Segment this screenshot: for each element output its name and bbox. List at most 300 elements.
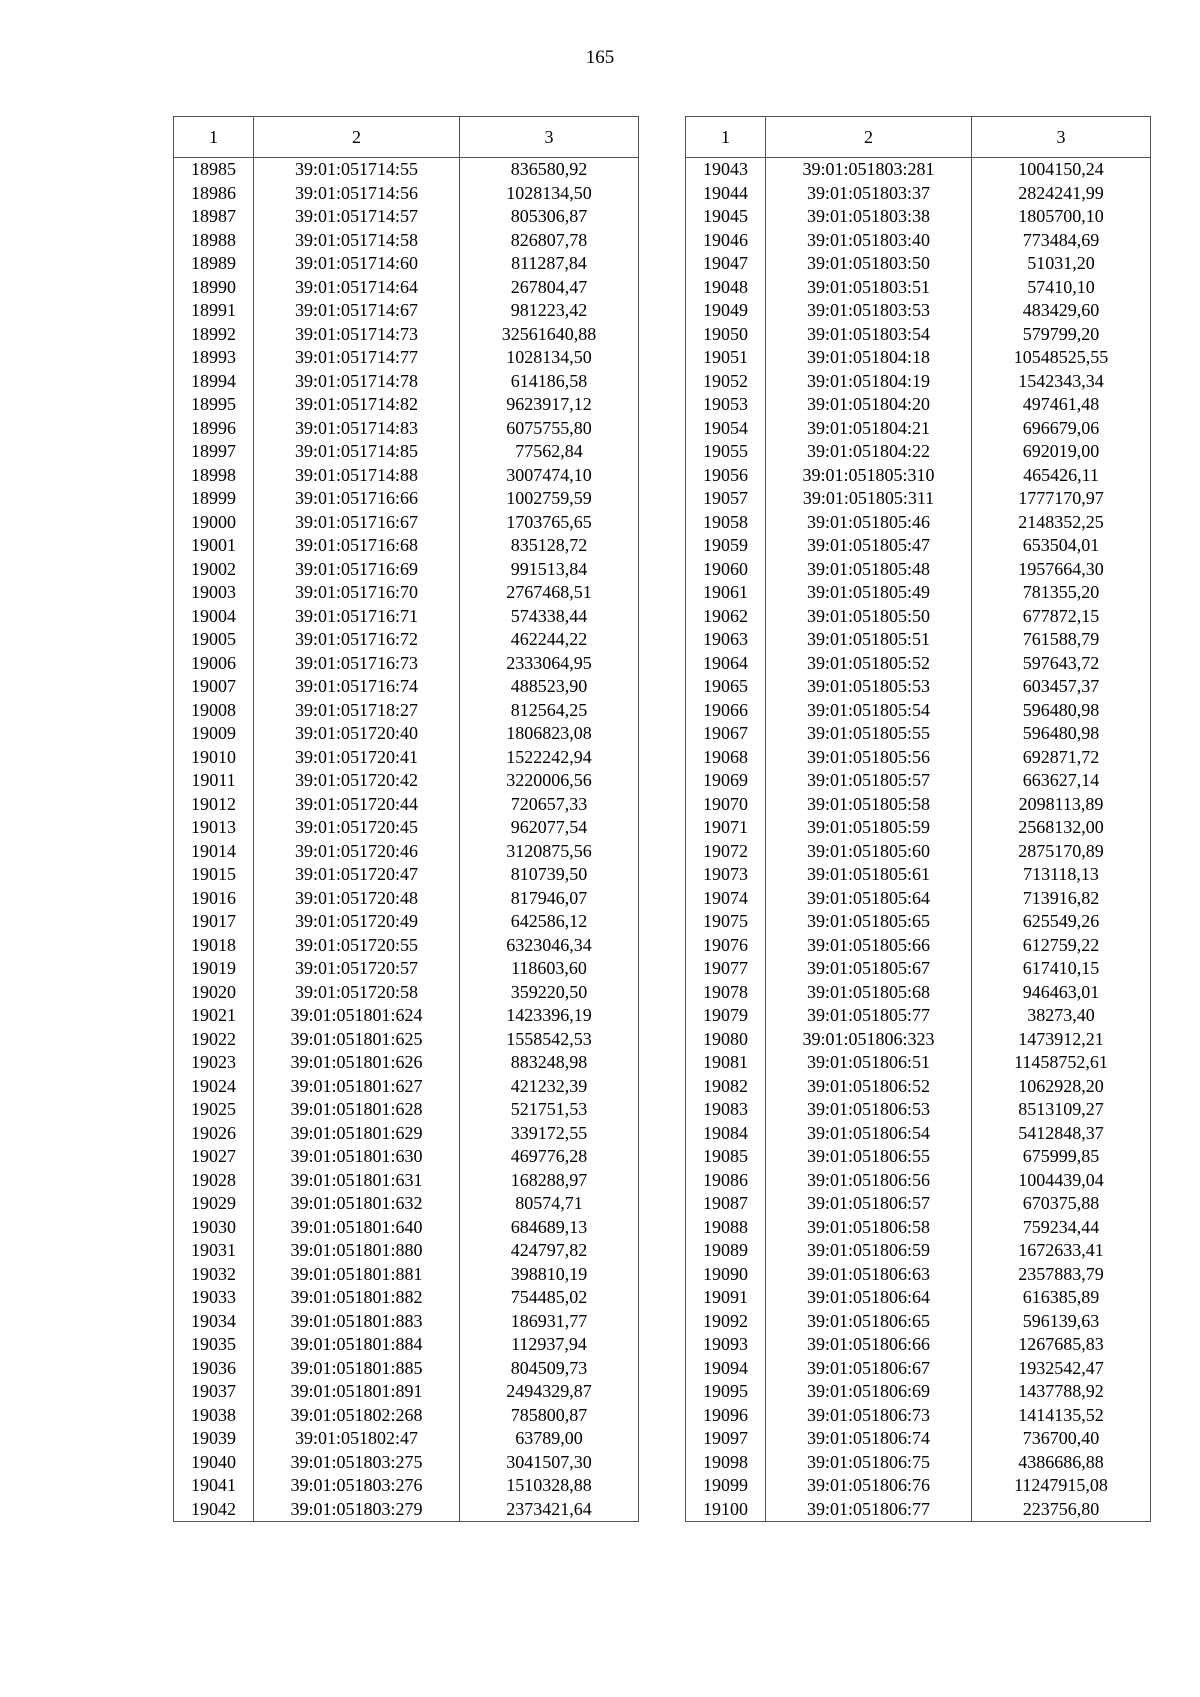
value-cell: 2357883,79: [972, 1263, 1151, 1287]
cadastral-number-cell: 39:01:051802:268: [254, 1404, 460, 1428]
row-number-cell: 19017: [174, 910, 254, 934]
table-row: [686, 1380, 1151, 1404]
table-row: [174, 887, 639, 911]
table-row: [174, 840, 639, 864]
cadastral-number-cell: 39:01:051806:54: [766, 1122, 972, 1146]
table-header-row: [174, 117, 639, 158]
cadastral-number-cell: 39:01:051805:61: [766, 863, 972, 887]
table-row: [686, 1145, 1151, 1169]
row-number-cell: 18988: [174, 229, 254, 253]
table-row: [686, 581, 1151, 605]
value-cell: 625549,26: [972, 910, 1151, 934]
row-number-cell: 18992: [174, 323, 254, 347]
value-cell: 962077,54: [460, 816, 639, 840]
table-row: [686, 840, 1151, 864]
row-number-cell: 19068: [686, 746, 766, 770]
value-cell: 1004439,04: [972, 1169, 1151, 1193]
cadastral-number-cell: 39:01:051802:47: [254, 1427, 460, 1451]
cadastral-number-cell: 39:01:051806:73: [766, 1404, 972, 1428]
cadastral-number-cell: 39:01:051801:884: [254, 1333, 460, 1357]
value-cell: 424797,82: [460, 1239, 639, 1263]
row-number-cell: 19041: [174, 1474, 254, 1498]
table-row: [174, 981, 639, 1005]
row-number-cell: 19018: [174, 934, 254, 958]
cadastral-number-cell: 39:01:051801:630: [254, 1145, 460, 1169]
row-number-cell: 19057: [686, 487, 766, 511]
row-number-cell: 18986: [174, 182, 254, 206]
cadastral-number-cell: 39:01:051806:53: [766, 1098, 972, 1122]
cadastral-number-cell: 39:01:051805:59: [766, 816, 972, 840]
value-cell: 596480,98: [972, 699, 1151, 723]
row-number-cell: 19100: [686, 1498, 766, 1522]
table-row: [686, 887, 1151, 911]
row-number-cell: 19004: [174, 605, 254, 629]
row-number-cell: 19019: [174, 957, 254, 981]
row-number-cell: 19064: [686, 652, 766, 676]
value-cell: 2824241,99: [972, 182, 1151, 206]
value-cell: 596139,63: [972, 1310, 1151, 1334]
row-number-cell: 19091: [686, 1286, 766, 1310]
row-number-cell: 19010: [174, 746, 254, 770]
table-row: [174, 1286, 639, 1310]
cadastral-number-cell: 39:01:051805:64: [766, 887, 972, 911]
table-row: [174, 628, 639, 652]
cadastral-number-cell: 39:01:051804:20: [766, 393, 972, 417]
table-row: [174, 487, 639, 511]
table-row: [174, 1098, 639, 1122]
row-number-cell: 18993: [174, 346, 254, 370]
table-row: [174, 1474, 639, 1498]
value-cell: 1423396,19: [460, 1004, 639, 1028]
cadastral-number-cell: 39:01:051801:628: [254, 1098, 460, 1122]
cadastral-number-cell: 39:01:051716:73: [254, 652, 460, 676]
row-number-cell: 19037: [174, 1380, 254, 1404]
cadastral-number-cell: 39:01:051714:85: [254, 440, 460, 464]
cadastral-number-cell: 39:01:051803:276: [254, 1474, 460, 1498]
row-number-cell: 19036: [174, 1357, 254, 1381]
value-cell: 981223,42: [460, 299, 639, 323]
row-number-cell: 18985: [174, 158, 254, 182]
row-number-cell: 19099: [686, 1474, 766, 1498]
column-header-3: 3: [460, 117, 639, 158]
cadastral-number-cell: 39:01:051801:624: [254, 1004, 460, 1028]
row-number-cell: 19039: [174, 1427, 254, 1451]
value-cell: 946463,01: [972, 981, 1151, 1005]
row-number-cell: 19046: [686, 229, 766, 253]
cadastral-number-cell: 39:01:051720:46: [254, 840, 460, 864]
value-cell: 63789,00: [460, 1427, 639, 1451]
cadastral-number-cell: 39:01:051806:77: [766, 1498, 972, 1522]
table-row: [174, 1498, 639, 1522]
table-row: [174, 699, 639, 723]
cadastral-number-cell: 39:01:051720:47: [254, 863, 460, 887]
left-table: [173, 116, 639, 1522]
value-cell: 785800,87: [460, 1404, 639, 1428]
column-header-2: 2: [766, 117, 972, 158]
value-cell: 1806823,08: [460, 722, 639, 746]
value-cell: 596480,98: [972, 722, 1151, 746]
cadastral-number-cell: 39:01:051806:63: [766, 1263, 972, 1287]
cadastral-number-cell: 39:01:051805:67: [766, 957, 972, 981]
table-row: [174, 1427, 639, 1451]
value-cell: 720657,33: [460, 793, 639, 817]
value-cell: 612759,22: [972, 934, 1151, 958]
value-cell: 696679,06: [972, 417, 1151, 441]
cadastral-number-cell: 39:01:051806:323: [766, 1028, 972, 1052]
cadastral-number-cell: 39:01:051806:56: [766, 1169, 972, 1193]
value-cell: 1437788,92: [972, 1380, 1151, 1404]
value-cell: 642586,12: [460, 910, 639, 934]
value-cell: 1414135,52: [972, 1404, 1151, 1428]
table-row: [174, 276, 639, 300]
cadastral-number-cell: 39:01:051804:19: [766, 370, 972, 394]
row-number-cell: 19054: [686, 417, 766, 441]
row-number-cell: 19032: [174, 1263, 254, 1287]
table-row: [174, 675, 639, 699]
value-cell: 883248,98: [460, 1051, 639, 1075]
table-row: [686, 910, 1151, 934]
row-number-cell: 19053: [686, 393, 766, 417]
cadastral-number-cell: 39:01:051806:51: [766, 1051, 972, 1075]
value-cell: 3120875,56: [460, 840, 639, 864]
table-row: [686, 675, 1151, 699]
cadastral-number-cell: 39:01:051805:60: [766, 840, 972, 864]
value-cell: 1028134,50: [460, 346, 639, 370]
row-number-cell: 19066: [686, 699, 766, 723]
cadastral-number-cell: 39:01:051805:65: [766, 910, 972, 934]
cadastral-number-cell: 39:01:051805:310: [766, 464, 972, 488]
row-number-cell: 19049: [686, 299, 766, 323]
value-cell: 10548525,55: [972, 346, 1151, 370]
table-row: [686, 1028, 1151, 1052]
row-number-cell: 19005: [174, 628, 254, 652]
value-cell: 469776,28: [460, 1145, 639, 1169]
cadastral-number-cell: 39:01:051714:83: [254, 417, 460, 441]
table-row: [174, 1380, 639, 1404]
table-row: [174, 1404, 639, 1428]
table-header-row: [686, 117, 1151, 158]
row-number-cell: 19083: [686, 1098, 766, 1122]
value-cell: 5412848,37: [972, 1122, 1151, 1146]
cadastral-number-cell: 39:01:051804:21: [766, 417, 972, 441]
row-number-cell: 19021: [174, 1004, 254, 1028]
cadastral-number-cell: 39:01:051804:18: [766, 346, 972, 370]
row-number-cell: 19013: [174, 816, 254, 840]
cadastral-number-cell: 39:01:051720:58: [254, 981, 460, 1005]
row-number-cell: 19086: [686, 1169, 766, 1193]
row-number-cell: 19058: [686, 511, 766, 535]
table-row: [686, 1169, 1151, 1193]
row-number-cell: 19031: [174, 1239, 254, 1263]
table-row: [174, 1216, 639, 1240]
value-cell: 11247915,08: [972, 1474, 1151, 1498]
cadastral-number-cell: 39:01:051720:42: [254, 769, 460, 793]
row-number-cell: 19060: [686, 558, 766, 582]
value-cell: 8513109,27: [972, 1098, 1151, 1122]
row-number-cell: 19082: [686, 1075, 766, 1099]
cadastral-number-cell: 39:01:051806:69: [766, 1380, 972, 1404]
value-cell: 1510328,88: [460, 1474, 639, 1498]
row-number-cell: 19095: [686, 1380, 766, 1404]
cadastral-number-cell: 39:01:051720:48: [254, 887, 460, 911]
value-cell: 1703765,65: [460, 511, 639, 535]
row-number-cell: 19028: [174, 1169, 254, 1193]
row-number-cell: 19006: [174, 652, 254, 676]
table-row: [686, 158, 1151, 182]
cadastral-number-cell: 39:01:051805:51: [766, 628, 972, 652]
row-number-cell: 19090: [686, 1263, 766, 1287]
table-row: [686, 699, 1151, 723]
value-cell: 80574,71: [460, 1192, 639, 1216]
cadastral-number-cell: 39:01:051801:883: [254, 1310, 460, 1334]
cadastral-number-cell: 39:01:051806:55: [766, 1145, 972, 1169]
table-row: [686, 1239, 1151, 1263]
value-cell: 713916,82: [972, 887, 1151, 911]
table-row: [174, 1333, 639, 1357]
row-number-cell: 19087: [686, 1192, 766, 1216]
table-row: [686, 981, 1151, 1005]
cadastral-number-cell: 39:01:051801:631: [254, 1169, 460, 1193]
row-number-cell: 19096: [686, 1404, 766, 1428]
row-number-cell: 19014: [174, 840, 254, 864]
table-row: [686, 1122, 1151, 1146]
table-row: [686, 1098, 1151, 1122]
table-row: [686, 816, 1151, 840]
table-row: [686, 605, 1151, 629]
table-row: [174, 581, 639, 605]
row-number-cell: 19092: [686, 1310, 766, 1334]
cadastral-number-cell: 39:01:051714:67: [254, 299, 460, 323]
cadastral-number-cell: 39:01:051805:53: [766, 675, 972, 699]
table-row: [686, 1263, 1151, 1287]
row-number-cell: 19044: [686, 182, 766, 206]
right-table: [685, 116, 1151, 1522]
row-number-cell: 19088: [686, 1216, 766, 1240]
row-number-cell: 19079: [686, 1004, 766, 1028]
cadastral-number-cell: 39:01:051806:76: [766, 1474, 972, 1498]
cadastral-number-cell: 39:01:051806:64: [766, 1286, 972, 1310]
cadastral-number-cell: 39:01:051805:68: [766, 981, 972, 1005]
value-cell: 684689,13: [460, 1216, 639, 1240]
table-row: [686, 346, 1151, 370]
cadastral-number-cell: 39:01:051803:281: [766, 158, 972, 182]
table-row: [174, 1192, 639, 1216]
row-number-cell: 19033: [174, 1286, 254, 1310]
cadastral-number-cell: 39:01:051714:55: [254, 158, 460, 182]
cadastral-number-cell: 39:01:051720:45: [254, 816, 460, 840]
table-row: [686, 182, 1151, 206]
value-cell: 1267685,83: [972, 1333, 1151, 1357]
value-cell: 1028134,50: [460, 182, 639, 206]
cadastral-number-cell: 39:01:051714:60: [254, 252, 460, 276]
value-cell: 3007474,10: [460, 464, 639, 488]
table-row: [174, 1357, 639, 1381]
cadastral-number-cell: 39:01:051716:74: [254, 675, 460, 699]
table-row: [686, 1075, 1151, 1099]
row-number-cell: 18996: [174, 417, 254, 441]
value-cell: 2373421,64: [460, 1498, 639, 1522]
table-row: [686, 276, 1151, 300]
cadastral-number-cell: 39:01:051801:885: [254, 1357, 460, 1381]
row-number-cell: 19030: [174, 1216, 254, 1240]
cadastral-number-cell: 39:01:051806:59: [766, 1239, 972, 1263]
value-cell: 1558542,53: [460, 1028, 639, 1052]
cadastral-number-cell: 39:01:051720:44: [254, 793, 460, 817]
table-row: [686, 299, 1151, 323]
value-cell: 1522242,94: [460, 746, 639, 770]
value-cell: 339172,55: [460, 1122, 639, 1146]
value-cell: 761588,79: [972, 628, 1151, 652]
table-row: [174, 393, 639, 417]
cadastral-number-cell: 39:01:051716:69: [254, 558, 460, 582]
table-row: [174, 793, 639, 817]
table-row: [174, 1004, 639, 1028]
table-row: [686, 628, 1151, 652]
value-cell: 670375,88: [972, 1192, 1151, 1216]
row-number-cell: 19081: [686, 1051, 766, 1075]
table-row: [174, 863, 639, 887]
table-row: [174, 1169, 639, 1193]
cadastral-number-cell: 39:01:051720:57: [254, 957, 460, 981]
cadastral-number-cell: 39:01:051716:67: [254, 511, 460, 535]
cadastral-number-cell: 39:01:051801:882: [254, 1286, 460, 1310]
value-cell: 991513,84: [460, 558, 639, 582]
value-cell: 811287,84: [460, 252, 639, 276]
table-row: [686, 393, 1151, 417]
row-number-cell: 19001: [174, 534, 254, 558]
table-row: [686, 863, 1151, 887]
table-row: [174, 534, 639, 558]
value-cell: 483429,60: [972, 299, 1151, 323]
value-cell: 32561640,88: [460, 323, 639, 347]
cadastral-number-cell: 39:01:051804:22: [766, 440, 972, 464]
value-cell: 1777170,97: [972, 487, 1151, 511]
table-row: [686, 464, 1151, 488]
cadastral-number-cell: 39:01:051716:68: [254, 534, 460, 558]
value-cell: 675999,85: [972, 1145, 1151, 1169]
row-number-cell: 19026: [174, 1122, 254, 1146]
row-number-cell: 19025: [174, 1098, 254, 1122]
cadastral-number-cell: 39:01:051806:57: [766, 1192, 972, 1216]
cadastral-number-cell: 39:01:051720:40: [254, 722, 460, 746]
cadastral-number-cell: 39:01:051803:37: [766, 182, 972, 206]
value-cell: 168288,97: [460, 1169, 639, 1193]
row-number-cell: 18997: [174, 440, 254, 464]
cadastral-number-cell: 39:01:051801:629: [254, 1122, 460, 1146]
table-row: [174, 1451, 639, 1475]
page-number: 165: [585, 47, 615, 68]
cadastral-number-cell: 39:01:051801:891: [254, 1380, 460, 1404]
table-row: [686, 1357, 1151, 1381]
cadastral-number-cell: 39:01:051803:279: [254, 1498, 460, 1522]
row-number-cell: 19007: [174, 675, 254, 699]
row-number-cell: 19040: [174, 1451, 254, 1475]
table-row: [686, 440, 1151, 464]
row-number-cell: 18995: [174, 393, 254, 417]
row-number-cell: 19085: [686, 1145, 766, 1169]
row-number-cell: 19043: [686, 158, 766, 182]
table-row: [174, 205, 639, 229]
cadastral-number-cell: 39:01:051805:58: [766, 793, 972, 817]
cadastral-number-cell: 39:01:051805:50: [766, 605, 972, 629]
table-row: [174, 652, 639, 676]
value-cell: 614186,58: [460, 370, 639, 394]
table-row: [174, 769, 639, 793]
table-row: [686, 1286, 1151, 1310]
table-row: [174, 816, 639, 840]
value-cell: 77562,84: [460, 440, 639, 464]
value-cell: 1672633,41: [972, 1239, 1151, 1263]
row-number-cell: 19003: [174, 581, 254, 605]
row-number-cell: 19074: [686, 887, 766, 911]
value-cell: 805306,87: [460, 205, 639, 229]
value-cell: 781355,20: [972, 581, 1151, 605]
row-number-cell: 19076: [686, 934, 766, 958]
column-header-2: 2: [254, 117, 460, 158]
cadastral-number-cell: 39:01:051803:53: [766, 299, 972, 323]
table-row: [686, 511, 1151, 535]
value-cell: 462244,22: [460, 628, 639, 652]
cadastral-number-cell: 39:01:051805:56: [766, 746, 972, 770]
cadastral-number-cell: 39:01:051803:40: [766, 229, 972, 253]
value-cell: 521751,53: [460, 1098, 639, 1122]
table-row: [686, 417, 1151, 441]
cadastral-number-cell: 39:01:051803:275: [254, 1451, 460, 1475]
value-cell: 1542343,34: [972, 370, 1151, 394]
row-number-cell: 19062: [686, 605, 766, 629]
table-row: [174, 957, 639, 981]
table-row: [686, 1051, 1151, 1075]
cadastral-number-cell: 39:01:051718:27: [254, 699, 460, 723]
table-row: [174, 370, 639, 394]
value-cell: 773484,69: [972, 229, 1151, 253]
row-number-cell: 19002: [174, 558, 254, 582]
table-row: [686, 1004, 1151, 1028]
value-cell: 398810,19: [460, 1263, 639, 1287]
row-number-cell: 19029: [174, 1192, 254, 1216]
value-cell: 1957664,30: [972, 558, 1151, 582]
value-cell: 3041507,30: [460, 1451, 639, 1475]
table-row: [174, 417, 639, 441]
row-number-cell: 19035: [174, 1333, 254, 1357]
cadastral-number-cell: 39:01:051805:66: [766, 934, 972, 958]
value-cell: 692019,00: [972, 440, 1151, 464]
value-cell: 663627,14: [972, 769, 1151, 793]
value-cell: 810739,50: [460, 863, 639, 887]
value-cell: 2333064,95: [460, 652, 639, 676]
cadastral-number-cell: 39:01:051805:55: [766, 722, 972, 746]
table-row: [174, 299, 639, 323]
row-number-cell: 19024: [174, 1075, 254, 1099]
cadastral-number-cell: 39:01:051716:71: [254, 605, 460, 629]
value-cell: 713118,13: [972, 863, 1151, 887]
cadastral-number-cell: 39:01:051806:75: [766, 1451, 972, 1475]
cadastral-number-cell: 39:01:051801:625: [254, 1028, 460, 1052]
table-row: [686, 323, 1151, 347]
table-row: [686, 205, 1151, 229]
cadastral-number-cell: 39:01:051714:73: [254, 323, 460, 347]
cadastral-number-cell: 39:01:051805:57: [766, 769, 972, 793]
row-number-cell: 19020: [174, 981, 254, 1005]
value-cell: 1002759,59: [460, 487, 639, 511]
cadastral-number-cell: 39:01:051803:50: [766, 252, 972, 276]
value-cell: 2148352,25: [972, 511, 1151, 535]
cadastral-number-cell: 39:01:051801:632: [254, 1192, 460, 1216]
table-row: [174, 158, 639, 182]
row-number-cell: 19016: [174, 887, 254, 911]
value-cell: 617410,15: [972, 957, 1151, 981]
cadastral-number-cell: 39:01:051720:49: [254, 910, 460, 934]
